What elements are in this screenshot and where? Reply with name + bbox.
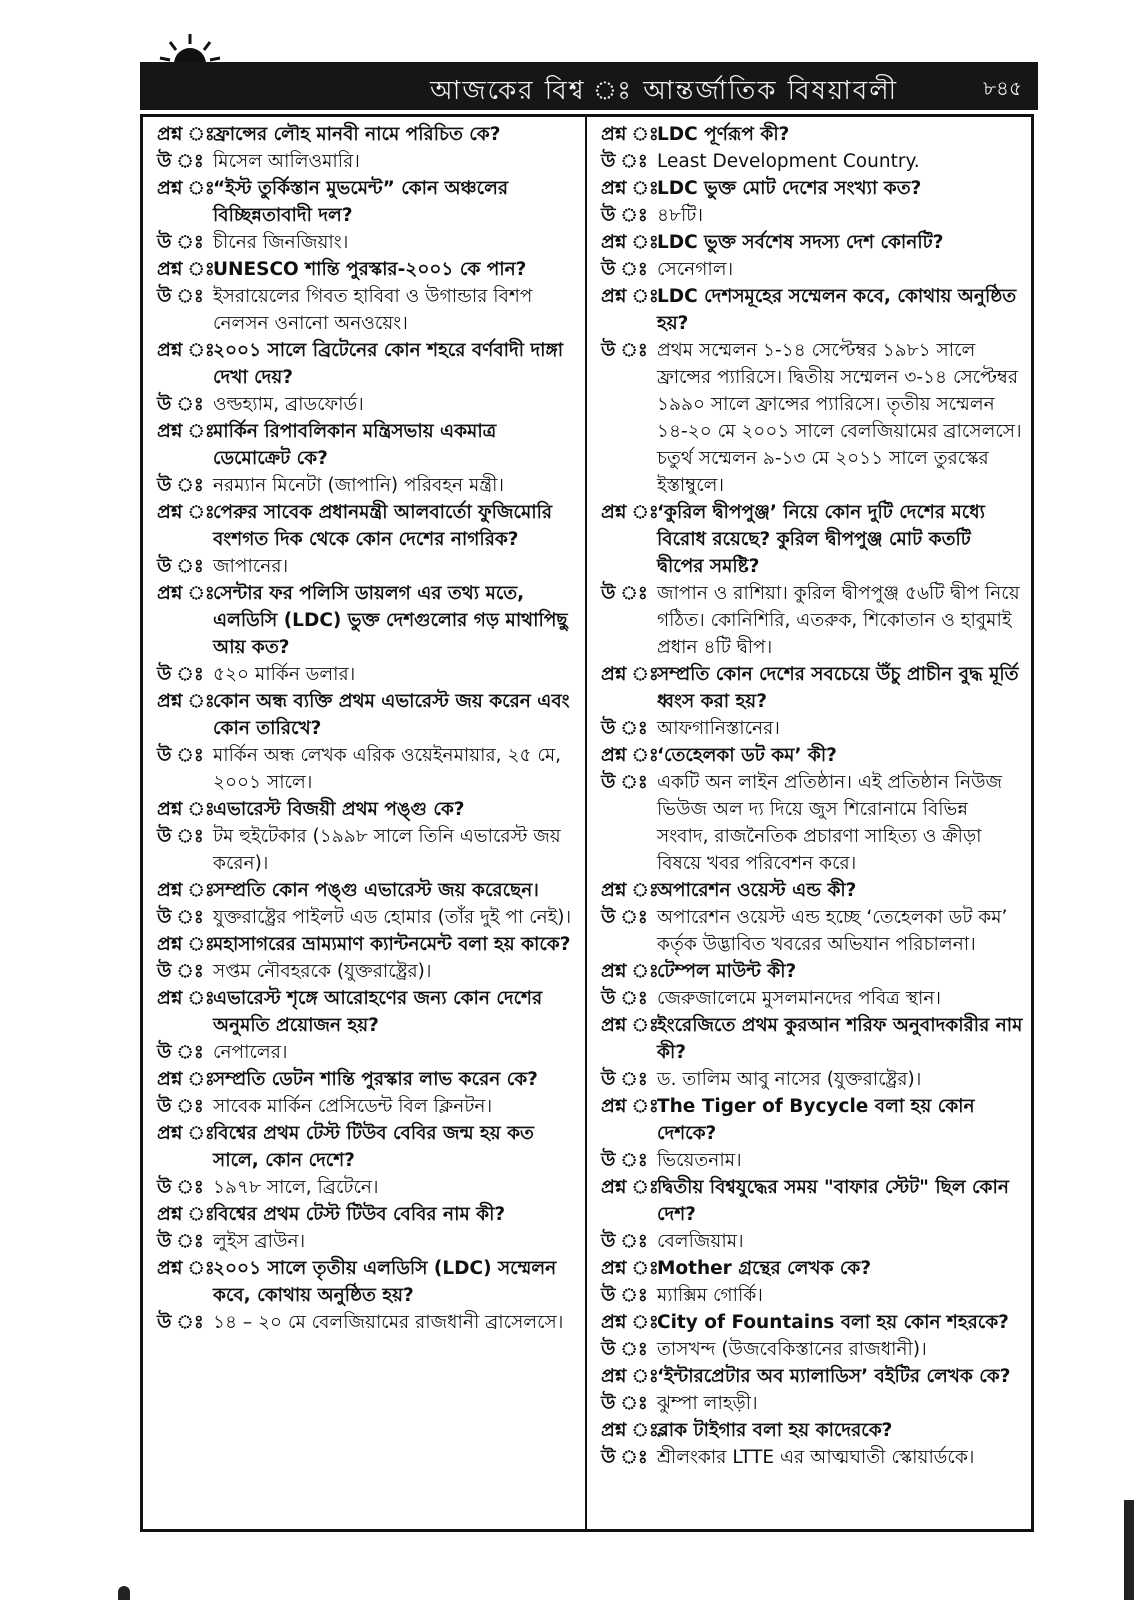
answer-text: জেরুজালেমে মুসলমানদের পবিত্র স্থান। — [657, 988, 942, 1009]
answer-label: উ ঃ — [601, 1231, 648, 1252]
question-row — [601, 1417, 1023, 1444]
question-row — [157, 1120, 575, 1174]
answer-label: উ ঃ — [157, 1231, 204, 1252]
question-row — [157, 418, 575, 472]
question-label: প্রশ্ন ঃ — [601, 745, 659, 766]
question-text: টেম্পল মাউন্ট কী? — [657, 961, 797, 982]
question-label: প্রশ্ন ঃ — [601, 502, 659, 523]
answer-label: উ ঃ — [601, 340, 648, 361]
answer-label: উ ঃ — [601, 988, 648, 1009]
answer-text: সেনেগাল। — [657, 259, 734, 280]
question-row — [601, 283, 1023, 337]
question-label: প্রশ্ন ঃ — [601, 1096, 659, 1117]
answer-label: উ ঃ — [601, 583, 648, 604]
answer-text: বেলজিয়াম। — [657, 1231, 744, 1252]
answer-label: উ ঃ — [601, 1069, 648, 1090]
binding-edge — [1124, 1500, 1134, 1600]
question-row — [601, 229, 1023, 256]
question-label: প্রশ্ন ঃ — [601, 1312, 659, 1333]
question-row — [157, 877, 575, 904]
question-row — [601, 661, 1023, 715]
question-text: মার্কিন রিপাবলিকান মন্ত্রিসভায় একমাত্র ডেমোক্রেট কে? — [213, 421, 497, 469]
answer-row — [157, 661, 575, 688]
left-column — [143, 117, 587, 1529]
question-label: প্রশ্ন ঃ — [601, 1258, 659, 1279]
answer-text: জাপান ও রাশিয়া। কুরিল দ্বীপপুঞ্জ ৫৬টি দ্বীপ নিয়ে গঠিত। কোনিশিরি, এতরুক, শিকোতান ও হাবুমাই প্রধান ৪টি দ্বীপ। — [657, 583, 1020, 658]
answer-label: উ ঃ — [157, 745, 204, 766]
page-number: ৮৪৫ — [983, 76, 1022, 100]
question-text: “ইস্ট তুর্কিস্তান মুভমেন্ট” কোন অঞ্চলের বিচ্ছিন্নতাবাদী দল? — [213, 178, 509, 226]
page-mark — [118, 1586, 130, 1600]
question-text: বিশ্বের প্রথম টেস্ট টিউব বেবির জন্ম হয় কত সালে, কোন দেশে? — [213, 1123, 534, 1171]
answer-label: উ ঃ — [601, 1393, 648, 1414]
answer-row — [157, 553, 575, 580]
answer-text: ৪৮টি। — [657, 205, 703, 226]
answer-row — [601, 904, 1023, 958]
question-row — [601, 499, 1023, 580]
answer-label: উ ঃ — [157, 475, 204, 496]
question-row — [157, 688, 575, 742]
question-label: প্রশ্ন ঃ — [157, 1204, 215, 1225]
answer-row — [601, 1147, 1023, 1174]
question-text: সম্প্রতি কোন দেশের সবচেয়ে উঁচু প্রাচীন বুদ্ধ মূর্তি ধ্বংস করা হয়? — [657, 664, 1019, 712]
answer-row — [157, 1228, 575, 1255]
question-row — [157, 175, 575, 229]
qa-content — [140, 114, 1034, 1532]
answer-text: নরম্যান মিনেটা (জাপানি) পরিবহন মন্ত্রী। — [213, 475, 504, 496]
question-text: LDC দেশসমূহের সম্মেলন কবে, কোথায় অনুষ্ঠিত হয়? — [657, 286, 1017, 334]
question-row — [601, 175, 1023, 202]
answer-row — [601, 1066, 1023, 1093]
question-text: The Tiger of Bycycle বলা হয় কোন দেশকে? — [657, 1096, 975, 1144]
answer-label: উ ঃ — [601, 772, 648, 793]
question-row — [157, 931, 575, 958]
answer-row — [601, 580, 1023, 661]
answer-row — [601, 148, 1023, 175]
question-label: প্রশ্ন ঃ — [601, 178, 659, 199]
question-text: ‘তেহেলকা ডট কম’ কী? — [657, 745, 837, 766]
question-label: প্রশ্ন ঃ — [157, 583, 215, 604]
question-text: ফ্রান্সের লৌহ মানবী নামে পরিচিত কে? — [213, 124, 501, 145]
question-text: মহাসাগরের ভ্রাম্যমাণ ক্যান্টনমেন্ট বলা হয় কাকে? — [213, 934, 571, 955]
answer-label: উ ঃ — [601, 1285, 648, 1306]
answer-label: উ ঃ — [157, 907, 204, 928]
answer-label: উ ঃ — [157, 1177, 204, 1198]
answer-row — [601, 1336, 1023, 1363]
answer-label: উ ঃ — [157, 556, 204, 577]
answer-label: উ ঃ — [157, 1312, 204, 1333]
question-text: ‘কুরিল দ্বীপপুঞ্জ’ নিয়ে কোন দুটি দেশের মধ্যে বিরোধ রয়েছে? কুরিল দ্বীপপুঞ্জ মোট কতটি দ্বীপের সমষ্টি? — [657, 502, 985, 577]
question-row — [157, 337, 575, 391]
question-label: প্রশ্ন ঃ — [157, 799, 215, 820]
answer-row — [601, 1228, 1023, 1255]
answer-row — [157, 1309, 575, 1336]
answer-row — [157, 229, 575, 256]
question-row — [157, 985, 575, 1039]
question-label: প্রশ্ন ঃ — [157, 934, 215, 955]
question-text: LDC পূর্ণরূপ কী? — [657, 124, 790, 145]
question-label: প্রশ্ন ঃ — [601, 880, 659, 901]
answer-label: উ ঃ — [157, 394, 204, 415]
answer-row — [601, 1390, 1023, 1417]
question-text: সেন্টার ফর পলিসি ডায়লগ এর তথ্য মতে, এলডিসি (LDC) ভুক্ত দেশগুলোর গড় মাথাপিছু আয় কত? — [213, 583, 568, 658]
page-header — [140, 62, 1038, 110]
question-label: প্রশ্ন ঃ — [601, 664, 659, 685]
answer-text: ভিয়েতনাম। — [657, 1150, 742, 1171]
question-row — [601, 121, 1023, 148]
question-text: ইংরেজিতে প্রথম কুরআন শরিফ অনুবাদকারীর নাম কী? — [657, 1015, 1023, 1063]
question-label: প্রশ্ন ঃ — [157, 178, 215, 199]
answer-row — [601, 985, 1023, 1012]
question-row — [157, 1066, 575, 1093]
answer-text: জাপানের। — [213, 556, 289, 577]
answer-label: উ ঃ — [601, 205, 648, 226]
question-row — [157, 499, 575, 553]
question-label: প্রশ্ন ঃ — [157, 988, 215, 1009]
question-text: অপারেশন ওয়েস্ট এন্ড কী? — [657, 880, 857, 901]
question-label: প্রশ্ন ঃ — [601, 1366, 659, 1387]
question-text: UNESCO শান্তি পুরস্কার-২০০১ কে পান? — [213, 259, 527, 280]
right-column — [587, 117, 1031, 1529]
answer-row — [157, 472, 575, 499]
answer-row — [601, 202, 1023, 229]
question-row — [157, 1255, 575, 1309]
answer-text: টম হুইটেকার (১৯৯৮ সালে তিনি এভারেস্ট জয় করেন)। — [213, 826, 561, 874]
question-text: ব্লাক টাইগার বলা হয় কাদেরকে? — [657, 1420, 893, 1441]
question-label: প্রশ্ন ঃ — [157, 1258, 215, 1279]
question-label: প্রশ্ন ঃ — [157, 340, 215, 361]
answer-text: ৫২০ মার্কিন ডলার। — [213, 664, 356, 685]
answer-row — [601, 337, 1023, 499]
question-row — [601, 1309, 1023, 1336]
answer-label: উ ঃ — [601, 907, 648, 928]
answer-text: সাবেক মার্কিন প্রেসিডেন্ট বিল ক্লিনটন। — [213, 1096, 493, 1117]
answer-text: চীনের জিনজিয়াং। — [213, 232, 349, 253]
answer-label: উ ঃ — [157, 286, 204, 307]
answer-text: নেপালের। — [213, 1042, 288, 1063]
answer-row — [601, 769, 1023, 877]
answer-row — [157, 742, 575, 796]
question-text: এভারেস্ট শৃঙ্গে আরোহণের জন্য কোন দেশের অনুমতি প্রয়োজন হয়? — [213, 988, 543, 1036]
answer-row — [157, 1039, 575, 1066]
answer-row — [157, 391, 575, 418]
answer-row — [157, 1174, 575, 1201]
question-row — [601, 958, 1023, 985]
answer-row — [157, 823, 575, 877]
answer-label: উ ঃ — [601, 1339, 648, 1360]
answer-text: একটি অন লাইন প্রতিষ্ঠান। এই প্রতিষ্ঠান নিউজ ভিউজ অল দ্য দিয়ে জুস শিরোনামে বিভিন্ন সংবাদ, রাজনৈতিক প্রচারণা সাহিত্য ও ক্রীড়া বিষয়ে খবর পরিবেশন করে। — [657, 772, 1003, 874]
question-row — [157, 1201, 575, 1228]
question-label: প্রশ্ন ঃ — [601, 286, 659, 307]
question-label: প্রশ্ন ঃ — [157, 880, 215, 901]
answer-text: ১৪ – ২০ মে বেলজিয়ামের রাজধানী ব্রাসেলসে। — [213, 1312, 564, 1333]
question-text: বিশ্বের প্রথম টেস্ট টিউব বেবির নাম কী? — [213, 1204, 506, 1225]
answer-text: প্রথম সম্মেলন ১-১৪ সেপ্টেম্বর ১৯৮১ সালে ফ্রান্সের প্যারিসে। দ্বিতীয় সম্মেলন ৩-১৪ সেপ্টেম্বর ১৯৯০ সালে ফ্রান্সের প্যারিসে। তৃতীয় সম্মেলন ১৪-২০ মে ২০০১ সালে বেলজিয়ামের ব্রাসেলসে। চতুর্থ সম্মেলন ৯-১৩ মে ২০১১ সালে তুরস্কের ইস্তাম্বুলে। — [657, 340, 1022, 496]
answer-text: লুইস ব্রাউন। — [213, 1231, 306, 1252]
question-label: প্রশ্ন ঃ — [601, 961, 659, 982]
answer-row — [157, 958, 575, 985]
question-row — [157, 121, 575, 148]
answer-text: ১৯৭৮ সালে, ব্রিটেনে। — [213, 1177, 379, 1198]
question-row — [157, 256, 575, 283]
question-row — [601, 1255, 1023, 1282]
question-text: এভারেস্ট বিজয়ী প্রথম পঙ্গু কে? — [213, 799, 465, 820]
question-row — [601, 1093, 1023, 1147]
answer-text: ঝুম্পা লাহড়ী। — [657, 1393, 758, 1414]
answer-label: উ ঃ — [157, 664, 204, 685]
answer-label: উ ঃ — [601, 1150, 648, 1171]
question-text: ২০০১ সালে ব্রিটেনের কোন শহরে বর্ণবাদী দাঙ্গা দেখা দেয়? — [213, 340, 564, 388]
answer-label: উ ঃ — [601, 1447, 648, 1468]
question-text: City of Fountains বলা হয় কোন শহরকে? — [657, 1312, 1009, 1333]
answer-text: মার্কিন অন্ধ লেখক এরিক ওয়েইনমায়ার, ২৫ মে, ২০০১ সালে। — [213, 745, 561, 793]
question-text: ২০০১ সালে তৃতীয় এলডিসি (LDC) সম্মেলন কবে, কোথায় অনুষ্ঠিত হয়? — [213, 1258, 557, 1306]
answer-row — [157, 148, 575, 175]
question-text: LDC ভুক্ত মোট দেশের সংখ্যা কত? — [657, 178, 922, 199]
answer-label: উ ঃ — [601, 259, 648, 280]
answer-text: অপারেশন ওয়েস্ট এন্ড হচ্ছে ‘তেহেলকা ডট কম’ কর্তৃক উদ্ভাবিত খবরের অভিযান পরিচালনা। — [657, 907, 1008, 955]
question-text: LDC ভুক্ত সর্বশেষ সদস্য দেশ কোনটি? — [657, 232, 944, 253]
answer-label: উ ঃ — [157, 232, 204, 253]
answer-label: উ ঃ — [157, 151, 204, 172]
answer-row — [157, 904, 575, 931]
question-label: প্রশ্ন ঃ — [157, 502, 215, 523]
question-label: প্রশ্ন ঃ — [157, 1123, 215, 1144]
question-label: প্রশ্ন ঃ — [601, 1420, 659, 1441]
answer-text: যুক্তরাষ্ট্রের পাইলট এড হোমার (তাঁর দুই পা নেই)। — [213, 907, 572, 928]
answer-label: উ ঃ — [157, 826, 204, 847]
answer-label: উ ঃ — [157, 961, 204, 982]
answer-text: ম্যাক্সিম গোর্কি। — [657, 1285, 763, 1306]
answer-label: উ ঃ — [157, 1096, 204, 1117]
question-label: প্রশ্ন ঃ — [157, 691, 215, 712]
question-label: প্রশ্ন ঃ — [601, 1177, 659, 1198]
question-text: সম্প্রতি কোন পঙ্গু এভারেস্ট জয় করেছেন। — [213, 880, 539, 901]
answer-label: উ ঃ — [601, 151, 648, 172]
answer-text: আফগানিস্তানের। — [657, 718, 780, 739]
question-row — [157, 580, 575, 661]
question-label: প্রশ্ন ঃ — [601, 232, 659, 253]
question-text: ‘ইন্টারপ্রেটার অব ম্যালাডিস’ বইটির লেখক কে? — [657, 1366, 1011, 1387]
answer-text: তাসখন্দ (উজবেকিস্তানের রাজধানী)। — [657, 1339, 927, 1360]
answer-text: ওল্ডহ্যাম, ব্রাডফোর্ড। — [213, 394, 364, 415]
question-text: পেরুর সাবেক প্রধানমন্ত্রী আলবার্তো ফুজিমোরি বংশগত দিক থেকে কোন দেশের নাগরিক? — [213, 502, 553, 550]
question-row — [601, 742, 1023, 769]
question-text: Mother গ্রন্থের লেখক কে? — [657, 1258, 872, 1279]
answer-row — [601, 715, 1023, 742]
question-label: প্রশ্ন ঃ — [601, 124, 659, 145]
question-label: প্রশ্ন ঃ — [157, 259, 215, 280]
chapter-title: আজকের বিশ্ব ঃ আন্তর্জাতিক বিষয়াবলী — [430, 76, 899, 106]
answer-text: সপ্তম নৌবহরকে (যুক্তরাষ্ট্রের)। — [213, 961, 432, 982]
question-label: প্রশ্ন ঃ — [601, 1015, 659, 1036]
question-text: সম্প্রতি ডেটন শান্তি পুরস্কার লাভ করেন কে? — [213, 1069, 538, 1090]
answer-label: উ ঃ — [601, 718, 648, 739]
question-label: প্রশ্ন ঃ — [157, 1069, 215, 1090]
answer-label: উ ঃ — [157, 1042, 204, 1063]
answer-row — [157, 283, 575, 337]
question-row — [601, 1174, 1023, 1228]
question-row — [601, 1363, 1023, 1390]
question-text: দ্বিতীয় বিশ্বযুদ্ধের সময় "বাফার স্টেট" ছিল কোন দেশ? — [657, 1177, 1009, 1225]
answer-text: ইসরায়েলের গিবত হাবিবা ও উগান্ডার বিশপ নেলসন ওনানো অনওয়েং। — [213, 286, 533, 334]
answer-row — [601, 256, 1023, 283]
answer-row — [601, 1444, 1023, 1471]
answer-text: শ্রীলংকার LTTE এর আত্মঘাতী স্কোয়ার্ডকে। — [657, 1447, 975, 1468]
question-text: কোন অন্ধ ব্যক্তি প্রথম এভারেস্ট জয় করেন এবং কোন তারিখে? — [213, 691, 570, 739]
answer-text: মিসেল আলিওমারি। — [213, 151, 360, 172]
answer-row — [157, 1093, 575, 1120]
question-row — [601, 877, 1023, 904]
answer-text: ড. তালিম আবু নাসের (যুক্তরাষ্ট্রের)। — [657, 1069, 922, 1090]
question-row — [601, 1012, 1023, 1066]
answer-row — [601, 1282, 1023, 1309]
question-label: প্রশ্ন ঃ — [157, 421, 215, 442]
question-label: প্রশ্ন ঃ — [157, 124, 215, 145]
answer-text: Least Development Country. — [657, 151, 920, 172]
question-row — [157, 796, 575, 823]
